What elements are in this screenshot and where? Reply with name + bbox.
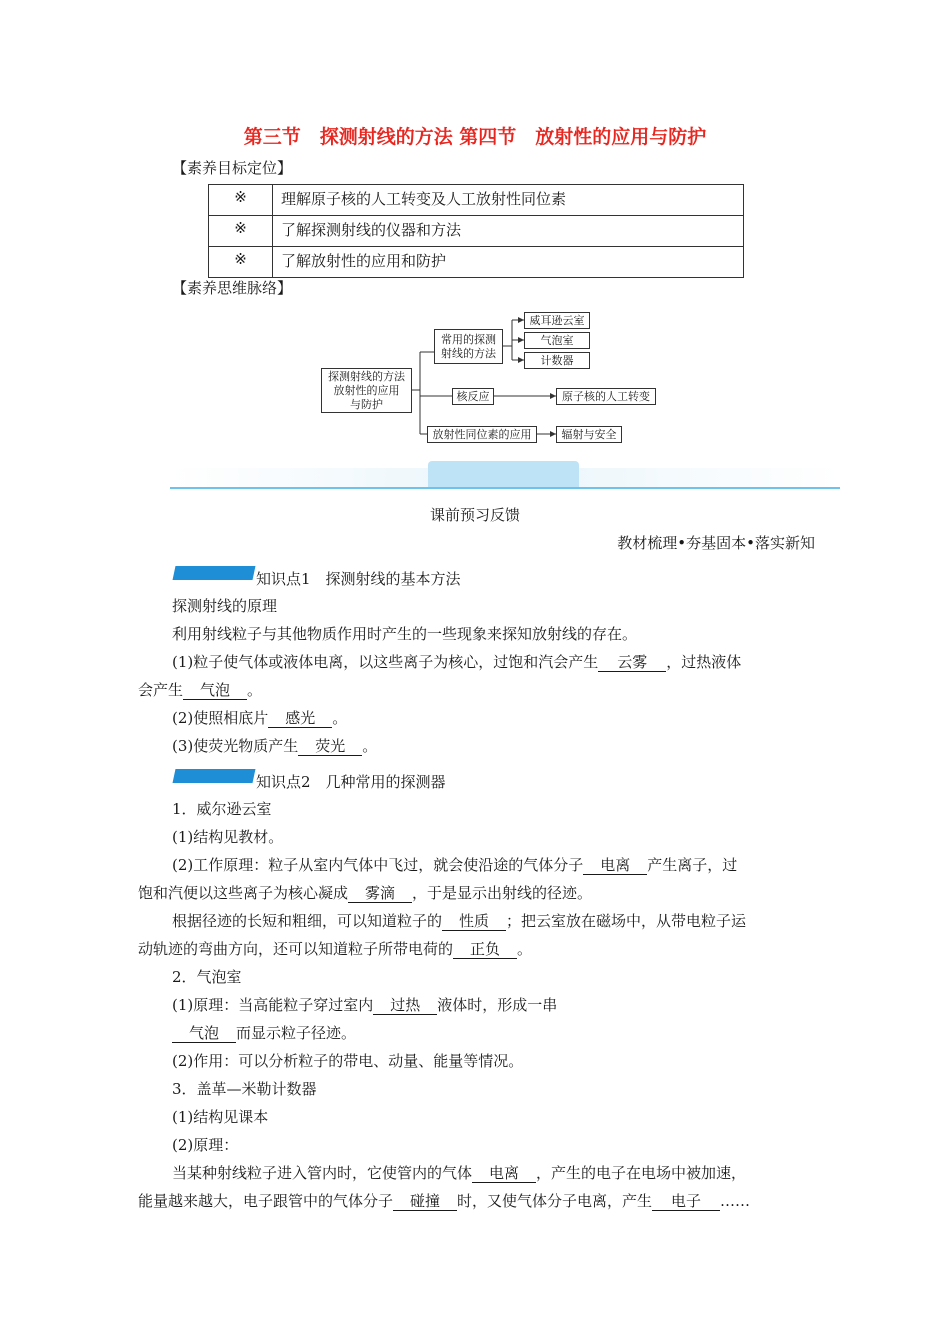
kp2-line [172, 1163, 746, 1183]
kp1-line: 利用射线粒子与其他物质作用时产生的一些现象来探知放射线的存在。 [172, 625, 638, 643]
kp2-line [138, 883, 592, 903]
text: ，产生的电子在电场中被加速， [536, 1164, 747, 1182]
kp1-line: 探测射线的原理 [172, 597, 278, 615]
text: …… [720, 1192, 751, 1210]
kp2-line: 1．威尔逊云室 [172, 800, 272, 818]
text: 。 [332, 709, 348, 727]
answer-blank: 碰撞 [393, 1192, 457, 1211]
page-title: 第三节 探测射线的方法 第四节 放射性的应用与防护 [243, 126, 707, 148]
text: 能量越来越大，电子跟管中的气体分子 [138, 1192, 394, 1210]
mindmap-branch-detection-node: 常用的探测 射线的方法 [434, 329, 503, 364]
answer-blank: 气泡 [172, 1024, 236, 1043]
text: ；把云室放在磁场中，从带电粒子运 [506, 912, 747, 930]
mindmap-cloud-chamber-node: 威耳逊云室 [524, 312, 590, 329]
answer-blank: 性质 [442, 912, 506, 931]
kp1-line [172, 652, 741, 672]
kp2-line [138, 939, 532, 959]
kp1-line [138, 680, 262, 700]
answer-blank: 电离 [583, 856, 647, 875]
kp2-line: (2)原理： [172, 1136, 239, 1154]
text: (3)使荧光物质产生 [172, 737, 299, 755]
kp2-line [172, 995, 557, 1015]
knowledge-point-marker [173, 566, 256, 580]
answer-blank: 过热 [373, 996, 437, 1015]
kp2-line [172, 1023, 356, 1043]
kp2-line: (2)作用：可以分析粒子的带电、动量、能量等情况。 [172, 1052, 524, 1070]
text: 。 [362, 737, 378, 755]
mindmap-radiation-safety-node: 辐射与安全 [556, 426, 622, 443]
kp2-line: (1)结构见课本 [172, 1108, 269, 1126]
kp2-line [172, 855, 737, 875]
answer-blank: 电子 [652, 1192, 720, 1211]
kp2-line [138, 1191, 750, 1211]
mindmap-artificial-transmutation-node: 原子核的人工转变 [556, 388, 656, 405]
section-banner-tab [428, 461, 579, 488]
answer-blank: 电离 [472, 1164, 536, 1183]
mindmap-bubble-chamber-node: 气泡室 [524, 332, 590, 349]
text: 饱和汽便以这些离子为核心凝成 [138, 884, 349, 902]
goal-text: 了解放射性的应用和防护 [273, 247, 744, 278]
mindmap-nuclear-reaction-node: 核反应 [452, 388, 494, 405]
goal-mark: ※ [209, 247, 273, 278]
section-subtitle: 教材梳理•夯基固本•落实新知 [617, 534, 815, 552]
knowledge-point-2-title: 知识点2 几种常用的探测器 [256, 773, 446, 791]
answer-blank: 气泡 [183, 681, 247, 700]
answer-blank: 荧光 [298, 737, 362, 756]
kp2-line: (1)结构见教材。 [172, 828, 284, 846]
text: 时，又使气体分子电离，产生 [457, 1192, 653, 1210]
answer-blank: 感光 [268, 709, 332, 728]
text: 会产生 [138, 681, 184, 699]
text: 液体时，形成一串 [437, 996, 558, 1014]
knowledge-point-marker [173, 769, 256, 783]
text: 。 [517, 940, 533, 958]
text: (2)使照相底片 [172, 709, 269, 727]
text: ，于是显示出射线的径迹。 [412, 884, 593, 902]
text: 根据径迹的长短和粗细，可以知道粒子的 [172, 912, 443, 930]
text: 当某种射线粒子进入管内时，它使管内的气体 [172, 1164, 473, 1182]
kp2-line: 2．气泡室 [172, 968, 242, 986]
text: (1)原理：当高能粒子穿过室内 [172, 996, 374, 1014]
goal-text: 了解探测射线的仪器和方法 [273, 216, 744, 247]
mindmap-counter-node: 计数器 [524, 352, 590, 369]
text: (1)粒子使气体或液体电离，以这些离子为核心，过饱和汽会产生 [172, 653, 599, 671]
goals-heading: 【素养目标定位】 [172, 159, 293, 177]
text: ，过热液体 [666, 653, 742, 671]
text: 产生离子，过 [647, 856, 738, 874]
kp1-line [172, 708, 347, 728]
kp2-line: 3．盖革—米勒计数器 [172, 1080, 317, 1098]
text: 而显示粒子径迹。 [236, 1024, 357, 1042]
text: 动轨迹的弯曲方向，还可以知道粒子所带电荷的 [138, 940, 454, 958]
answer-blank: 云雾 [598, 653, 666, 672]
goal-text: 理解原子核的人工转变及人工放射性同位素 [273, 185, 744, 216]
knowledge-point-1-title: 知识点1 探测射线的基本方法 [256, 570, 461, 588]
text: (2)工作原理：粒子从室内气体中飞过，就会使沿途的气体分子 [172, 856, 584, 874]
section-title: 课前预习反馈 [429, 506, 520, 524]
answer-blank: 正负 [453, 940, 517, 959]
answer-blank: 雾滴 [348, 884, 412, 903]
kp2-line [172, 911, 746, 931]
mindmap-root-node: 探测射线的方法 放射性的应用 与防护 [321, 368, 412, 413]
map-heading: 【素养思维脉络】 [172, 279, 293, 297]
text: 。 [247, 681, 263, 699]
section-divider [170, 487, 840, 489]
goal-mark: ※ [209, 216, 273, 247]
mindmap-isotope-application-node: 放射性同位素的应用 [427, 426, 537, 443]
kp1-line [172, 736, 377, 756]
goal-mark: ※ [209, 185, 273, 216]
